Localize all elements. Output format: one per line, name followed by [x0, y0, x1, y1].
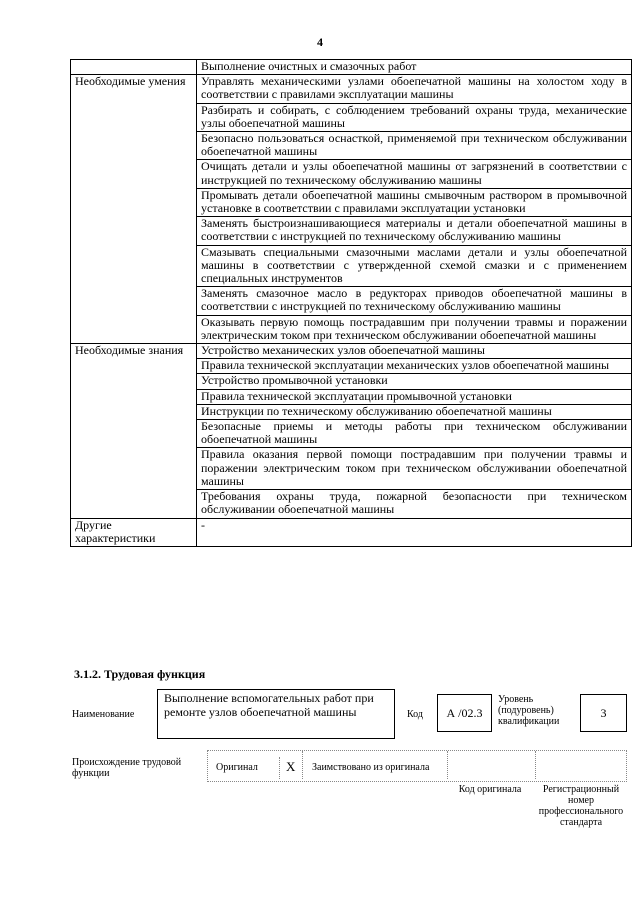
knowledge-label: Необходимые знания — [71, 344, 197, 518]
skills-item: Промывать детали обоепечатной машины смывочным раствором в промывочной установке в соответствии с правилами эксплуатации установки — [197, 188, 632, 216]
knowledge-item: Устройство механических узлов обоепечатной машины — [197, 344, 632, 359]
name-value: Выполнение вспомогательных работ при ремонте узлов обоепечатной машины — [164, 691, 374, 719]
knowledge-item: Правила технической эксплуатации промывочной установки — [197, 389, 632, 404]
divider — [279, 757, 281, 779]
page-number: 4 — [317, 35, 323, 49]
divider — [302, 751, 304, 779]
table-row — [71, 344, 632, 359]
knowledge-item: Правила технической эксплуатации механических узлов обоепечатной машины — [197, 359, 632, 374]
section-title: 3.1.2. Трудовая функция — [74, 667, 206, 681]
empty-label-cell — [71, 60, 197, 75]
reg-number-label: Регистрационный номер профессионального стандарта — [538, 784, 624, 828]
name-label: Наименование — [72, 709, 135, 720]
divider — [447, 751, 449, 779]
skills-item: Управлять механическими узлами обоепечатной машины на холостом ходу в соответствии с правилами эксплуатации машины — [197, 75, 632, 103]
code-label: Код — [407, 709, 423, 720]
skills-item: Смазывать специальными смазочными маслами детали и узлы обоепечатной машины в соответствии с утвержденной схемой смазки и с применением специальных инструментов — [197, 245, 632, 287]
labor-function-table — [70, 59, 632, 547]
code-value: А /02.3 — [437, 694, 492, 732]
skills-item: Заменять смазочное масло в редукторах приводов обоепечатной машины в соответствии с инструкцией по техническому обслуживанию машины — [197, 287, 632, 315]
knowledge-item: Устройство промывочной установки — [197, 374, 632, 389]
knowledge-item: Правила оказания первой помощи пострадавшим при получении травмы и поражении электрическим током при техническом обслуживании обоепечатной машины — [197, 448, 632, 490]
skills-item: Заменять быстроизнашивающиеся материалы и детали обоепечатной машины в соответствии с инструкцией по техническому обслуживанию машины — [197, 217, 632, 245]
table-row — [71, 518, 632, 546]
table-row — [71, 60, 632, 75]
knowledge-item: Безопасные приемы и методы работы при техническом обслуживании обоепечатной машины — [197, 420, 632, 448]
table-row — [71, 75, 632, 103]
divider — [535, 751, 537, 779]
original-mark: X — [286, 759, 296, 774]
skills-item: Разбирать и собирать, с соблюдением требований охраны труда, механические узлы обоепечатной машины — [197, 103, 632, 131]
knowledge-item: Инструкции по техническому обслуживанию обоепечатной машины — [197, 404, 632, 419]
table-cell: Выполнение очистных и смазочных работ — [197, 60, 632, 75]
other-label: Другие характеристики — [71, 518, 197, 546]
level-label: Уровень (подуровень) квалификации — [498, 694, 560, 727]
knowledge-item: Требования охраны труда, пожарной безопасности при техническом обслуживании обоепечатной машины — [197, 490, 632, 518]
skills-item: Безопасно пользоваться оснасткой, применяемой при техническом обслуживании обоепечатной машины — [197, 132, 632, 160]
skills-item: Оказывать первую помощь пострадавшим при получении травмы и поражении электрическим током при техническом обслуживании обоепечатной машины — [197, 315, 632, 343]
other-value: - — [197, 518, 632, 546]
name-box — [157, 689, 395, 739]
skills-label: Необходимые умения — [71, 75, 197, 344]
level-value: 3 — [580, 694, 627, 732]
borrowed-label: Заимствовано из оригинала — [312, 762, 430, 773]
skills-item: Очищать детали и узлы обоепечатной машины от загрязнений в соответствии с инструкцией по техническому обслуживанию машины — [197, 160, 632, 188]
code-original-label: Код оригинала — [458, 784, 522, 795]
origin-label: Происхождение трудовой функции — [72, 757, 182, 779]
original-label: Оригинал — [216, 762, 258, 773]
